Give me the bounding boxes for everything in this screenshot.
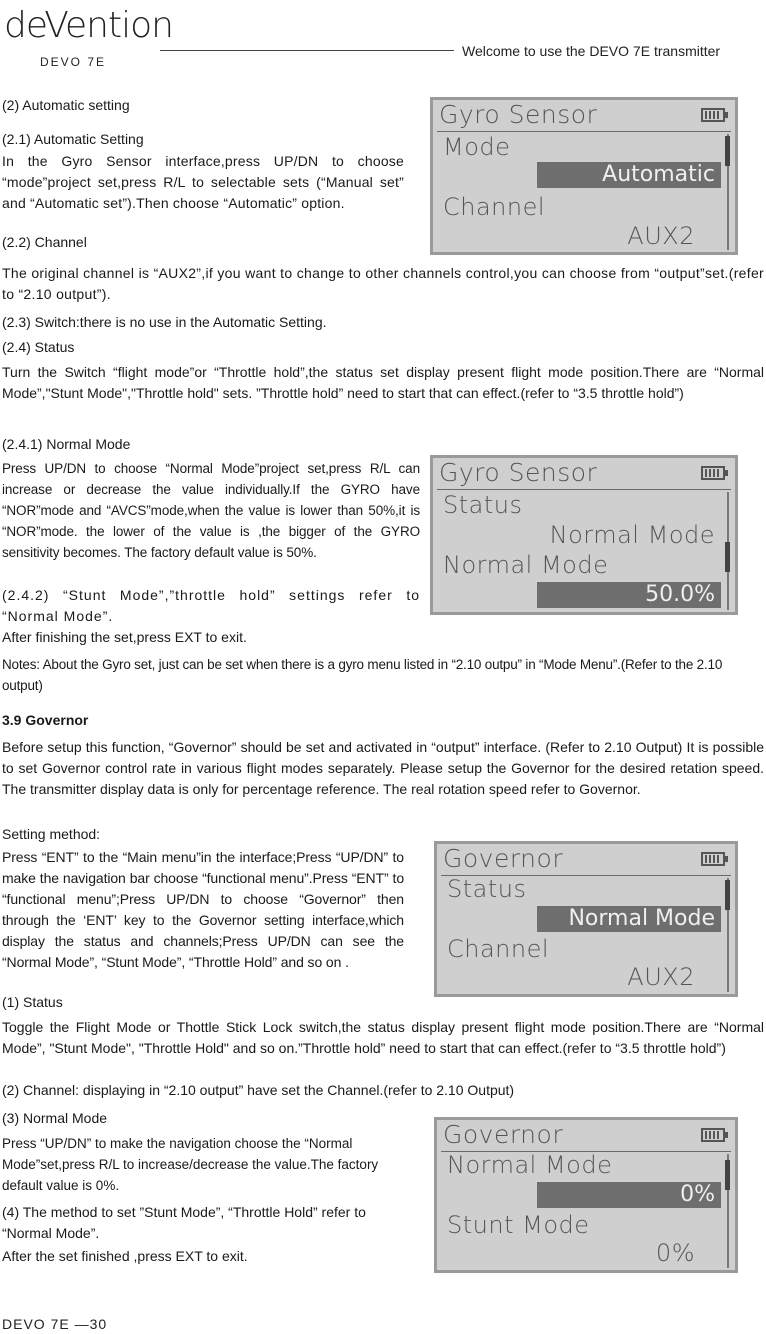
paragraph-gov-normal-mode: Press “UP/DN” to make the navigation choose the “Normal Mode”set,press R/L to increase/decrease the value.The factory default value is 0%. [2,1136,379,1193]
paragraph-gov-status: Toggle the Flight Mode or Thottle Stick Lock switch,the status display present flight mode position.There are “Normal Mode”, "Stunt Mode", "Throttle Hold" and so on.”Throttle hold” need to start that can effect.(refer to “3.5 throttle hold”) [2,1019,764,1056]
heading-gov-normal-mode: (3) Normal Mode [2,1110,108,1126]
lcd-row-label: Normal Mode [447,1151,613,1179]
lcd-selected-value: Normal Mode [537,906,721,932]
lcd-screen-governor-normal-mode [434,1117,738,1273]
brand-logo: deVention [4,5,173,46]
paragraph-stunt-mode: (2.4.2) “Stunt Mode”,”throttle hold” settings refer to “Normal Mode”. [2,587,420,624]
paragraph-channel: The original channel is “AUX2”,if you want to change to other channels control,you can choose from “output”set.(refer to “2.10 output”). [2,265,764,302]
setting-method: Setting method: [2,826,101,842]
paragraph-governor-setting: Press “ENT” to the “Main menu”in the interface;Press “UP/DN” to make the navigation bar choose “functional menu”.Press “ENT” to “functional menu”;Press UP/DN to choose “Governor” then through the ‘ENT’ key to the Governor setting interface,which display the status and channels;Press UP/DN can see the “Normal Mode”, “Stunt Mode”, “Throttle Hold” and so on . [2,849,404,970]
lcd-title: Governor [443,844,564,873]
notes-gyro: Notes: About the Gyro set, just can be set when there is a gyro menu listed in “2.10 outpu” in “Mode Menu”.(Refer to the 2.10 output) [2,657,723,693]
heading-status: (2.4) Status [2,339,75,355]
lcd-selected-value: 0% [537,1182,721,1208]
heading-normal-mode: (2.4.1) Normal Mode [2,436,131,452]
scrollbar-thumb [725,542,730,572]
lcd-row-label: Stunt Mode [447,1211,590,1239]
lcd-row-label: Mode [443,133,511,161]
lcd-screen-gyro-status [430,455,738,615]
battery-icon [701,1128,725,1142]
heading-governor: 3.9 Governor [2,712,89,728]
heading-gov-channel: (2) Channel: displaying in “2.10 output” have set the Channel.(refer to 2.10 Output) [2,1082,515,1098]
heading-automatic-setting: (2) Automatic setting [2,97,130,113]
model-name: DEVO 7E [40,55,107,69]
scrollbar-thumb [725,1160,730,1190]
lcd-row-value: Normal Mode [549,521,715,549]
battery-icon [701,852,725,866]
paragraph-exit-2: After the set finished ,press EXT to exit. [2,1248,248,1264]
heading-gov-status: (1) Status [2,994,63,1010]
lcd-row-label: Channel [447,935,550,963]
paragraph-governor-intro: Before setup this function, “Governor” should be set and activated in “output” interface. (Refer to 2.10 Output) It is possible to set Governor control rate in various flight modes separately. Please setup the Governor for the desired retation speed. The transmitter display data is only for percentage reference. The real rotation speed refer to Governor. [2,739,764,797]
page-footer: DEVO 7E —30 [2,1316,108,1332]
heading-channel: (2.2) Channel [2,234,87,250]
paragraph-automatic: In the Gyro Sensor interface,press UP/DN to choose “mode”project set,press R/L to selectable sets (“Manual set” and “Automatic set”).Then choose “Automatic” option. [2,153,404,211]
header-rule [160,50,454,51]
paragraph-gov-stunt-mode: (4) The method to set ”Stunt Mode”, “Throttle Hold” refer to “Normal Mode”. [2,1204,366,1241]
paragraph-exit-1: After finishing the set,press EXT to exit. [2,629,247,645]
lcd-row-label: Normal Mode [443,551,609,579]
lcd-title: Gyro Sensor [439,458,598,487]
lcd-screen-governor-status [434,841,738,997]
lcd-row-value: 0% [655,1239,695,1267]
lcd-selected-value: 50.0% [537,582,721,608]
lcd-row-label: Status [443,491,523,519]
scrollbar-thumb [725,880,730,910]
lcd-row-value: AUX2 [627,222,695,250]
paragraph-status: Turn the Switch “flight mode”or “Throttle hold”,the status set display present flight mode position.There are “Normal Mode”,"Stunt Mode","Throttle hold" sets. ”Throttle hold” need to start that can effect.(refer to “3.5 throttle hold”) [2,364,764,401]
battery-icon [701,466,725,480]
battery-icon [701,108,725,122]
lcd-row-value: AUX2 [627,963,695,991]
lcd-selected-value: Automatic [537,162,721,188]
heading-switch: (2.3) Switch:there is no use in the Automatic Setting. [2,314,327,330]
lcd-title: Gyro Sensor [439,100,598,129]
scrollbar-thumb [725,136,730,166]
paragraph-normal-mode: Press UP/DN to choose “Normal Mode”project set,press R/L can increase or decrease the value individually.If the GYRO have “NOR”mode and “AVCS”mode,when the value is lower than 50%,it is “NOR”mode. the lower of the value is ,the bigger of the GYRO sensitivity becomes. The factory default value is 50%. [2,461,420,560]
header-title: Welcome to use the DEVO 7E transmitter [462,43,721,59]
lcd-title: Governor [443,1120,564,1149]
lcd-row-label: Status [447,875,527,903]
heading-automatic-setting-sub: (2.1) Automatic Setting [2,131,144,147]
lcd-screen-gyro-automatic [430,97,738,255]
lcd-row-label: Channel [443,193,546,221]
